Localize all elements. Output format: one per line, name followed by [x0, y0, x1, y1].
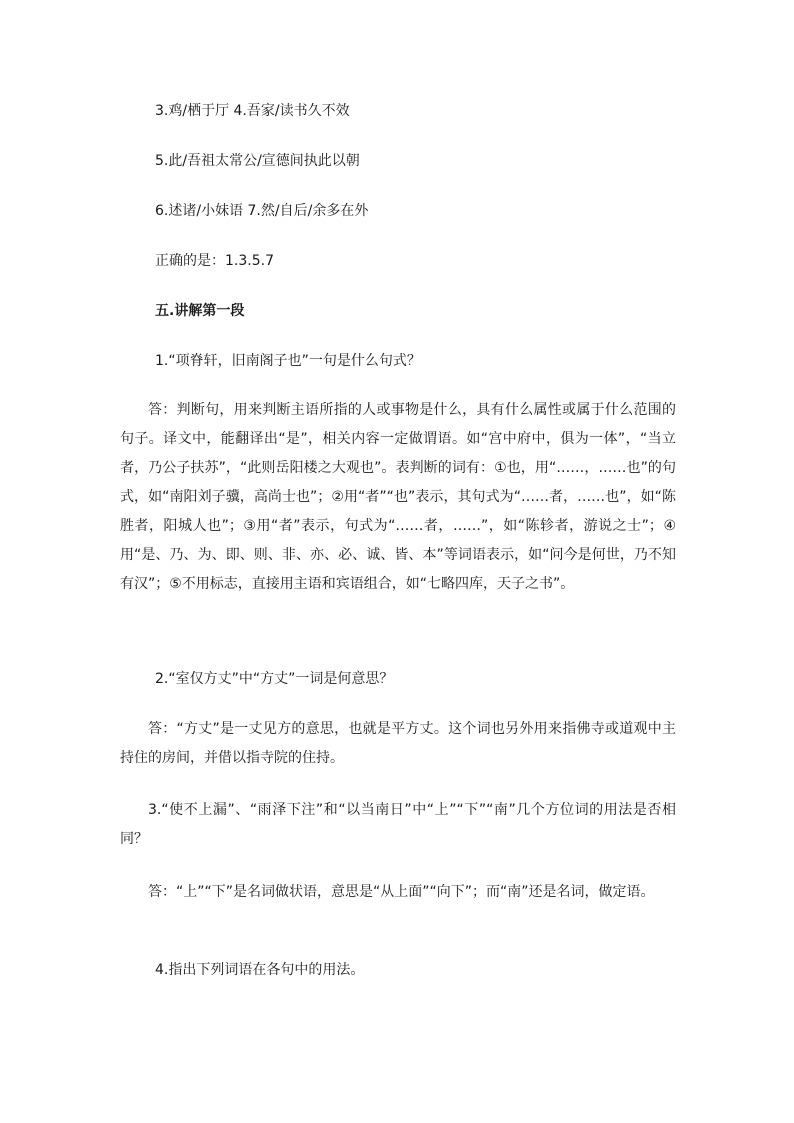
answer-1: 答：判断句，用来判断主语所指的人或事物是什么，具有什么属性或属于什么范围的句子。译文中，能翻译出“是”，相关内容一定做谓语。如“宫中府中，俱为一体”，“当立者，乃公子扶苏”，“此则岳阳楼之大观也”。表判断的词有：①也，用“……，……也”的句式，如“南阳刘子骥，高尚士也”；②用“者”“也”表示，其句式为“……者，……也”，如“陈胜者，阳城人也”；③用“者”表示，句式为“……者，……”，如“陈轸者，游说之士”；④用“是、乃、为、即、则、非、亦、必、诚、皆、本”等词语表示，如“问今是何世，乃不知有汉”；⑤不用标志，直接用主语和宾语组合，如“七略四库，天子之书”。: [120, 402, 676, 592]
answer-3: 答：“上”“下”是名词做状语，意思是“从上面”“向下”；而“南”还是名词，做定语。: [148, 884, 655, 900]
question-3: 3.“使不上漏”、“雨泽下注”和“以当南日”中“上”“下”“南”几个方位词的用法是否相同？: [120, 802, 676, 847]
answer-2: 答：“方丈”是一丈见方的意思，也就是平方丈。这个词也另外用来指佛寺或道观中主持住的房间，并借以指寺院的住持。: [120, 721, 676, 766]
document-page: 3.鸡/栖于厅 4.吾家/读书久不效 5.此/吾祖太常公/宣德间执此以朝 6.述诸/小妹语 7.然/自后/余多在外 正确的是：1.3.5.7 五.讲解第一段 1.“项脊轩，旧南阁子也”一句是什么句式？ 答：判断句，用来判断主语所指的人或事物是什么，具有什么属性或属于什么范围的句子。译文中，能翻译出“是”，相关内容一定做谓语。如“宫中府中，俱为一体”，“当立者，乃公子扶苏”，“此则岳阳楼之大观也”。表判断的词有：①也，用“……，……也”的句式，如“南阳刘子骥，高尚士也”；②用“者”“也”表示，其句式为“……者，……也”，如“陈胜者，阳城人也”；③用“者”表示，句式为“……者，……”，如“陈轸者，游说之士”；④用“是、乃、为、即、则、非、亦、必、诚、皆、本”等词语表示，如“问今是何世，乃不知有汉”；⑤不用标志，直接用主语和宾语组合，如“七略四库，天子之书”。 2.“室仅方丈”中“方丈”一词是何意思？ 答：“方丈”是一丈见方的意思，也就是平方丈。这个词也另外用来指佛寺或道观中主持住的房间，并借以指寺院的住持。 3.“使不上漏”、“雨泽下注”和“以当南日”中“上”“下”“南”几个方位词的用法是否相同？ 答：“上”“下”是名词做状语，意思是“从上面”“向下”；而“南”还是名词，做定语。 4.指出下列词语在各句中的用法。: [120, 103, 676, 978]
